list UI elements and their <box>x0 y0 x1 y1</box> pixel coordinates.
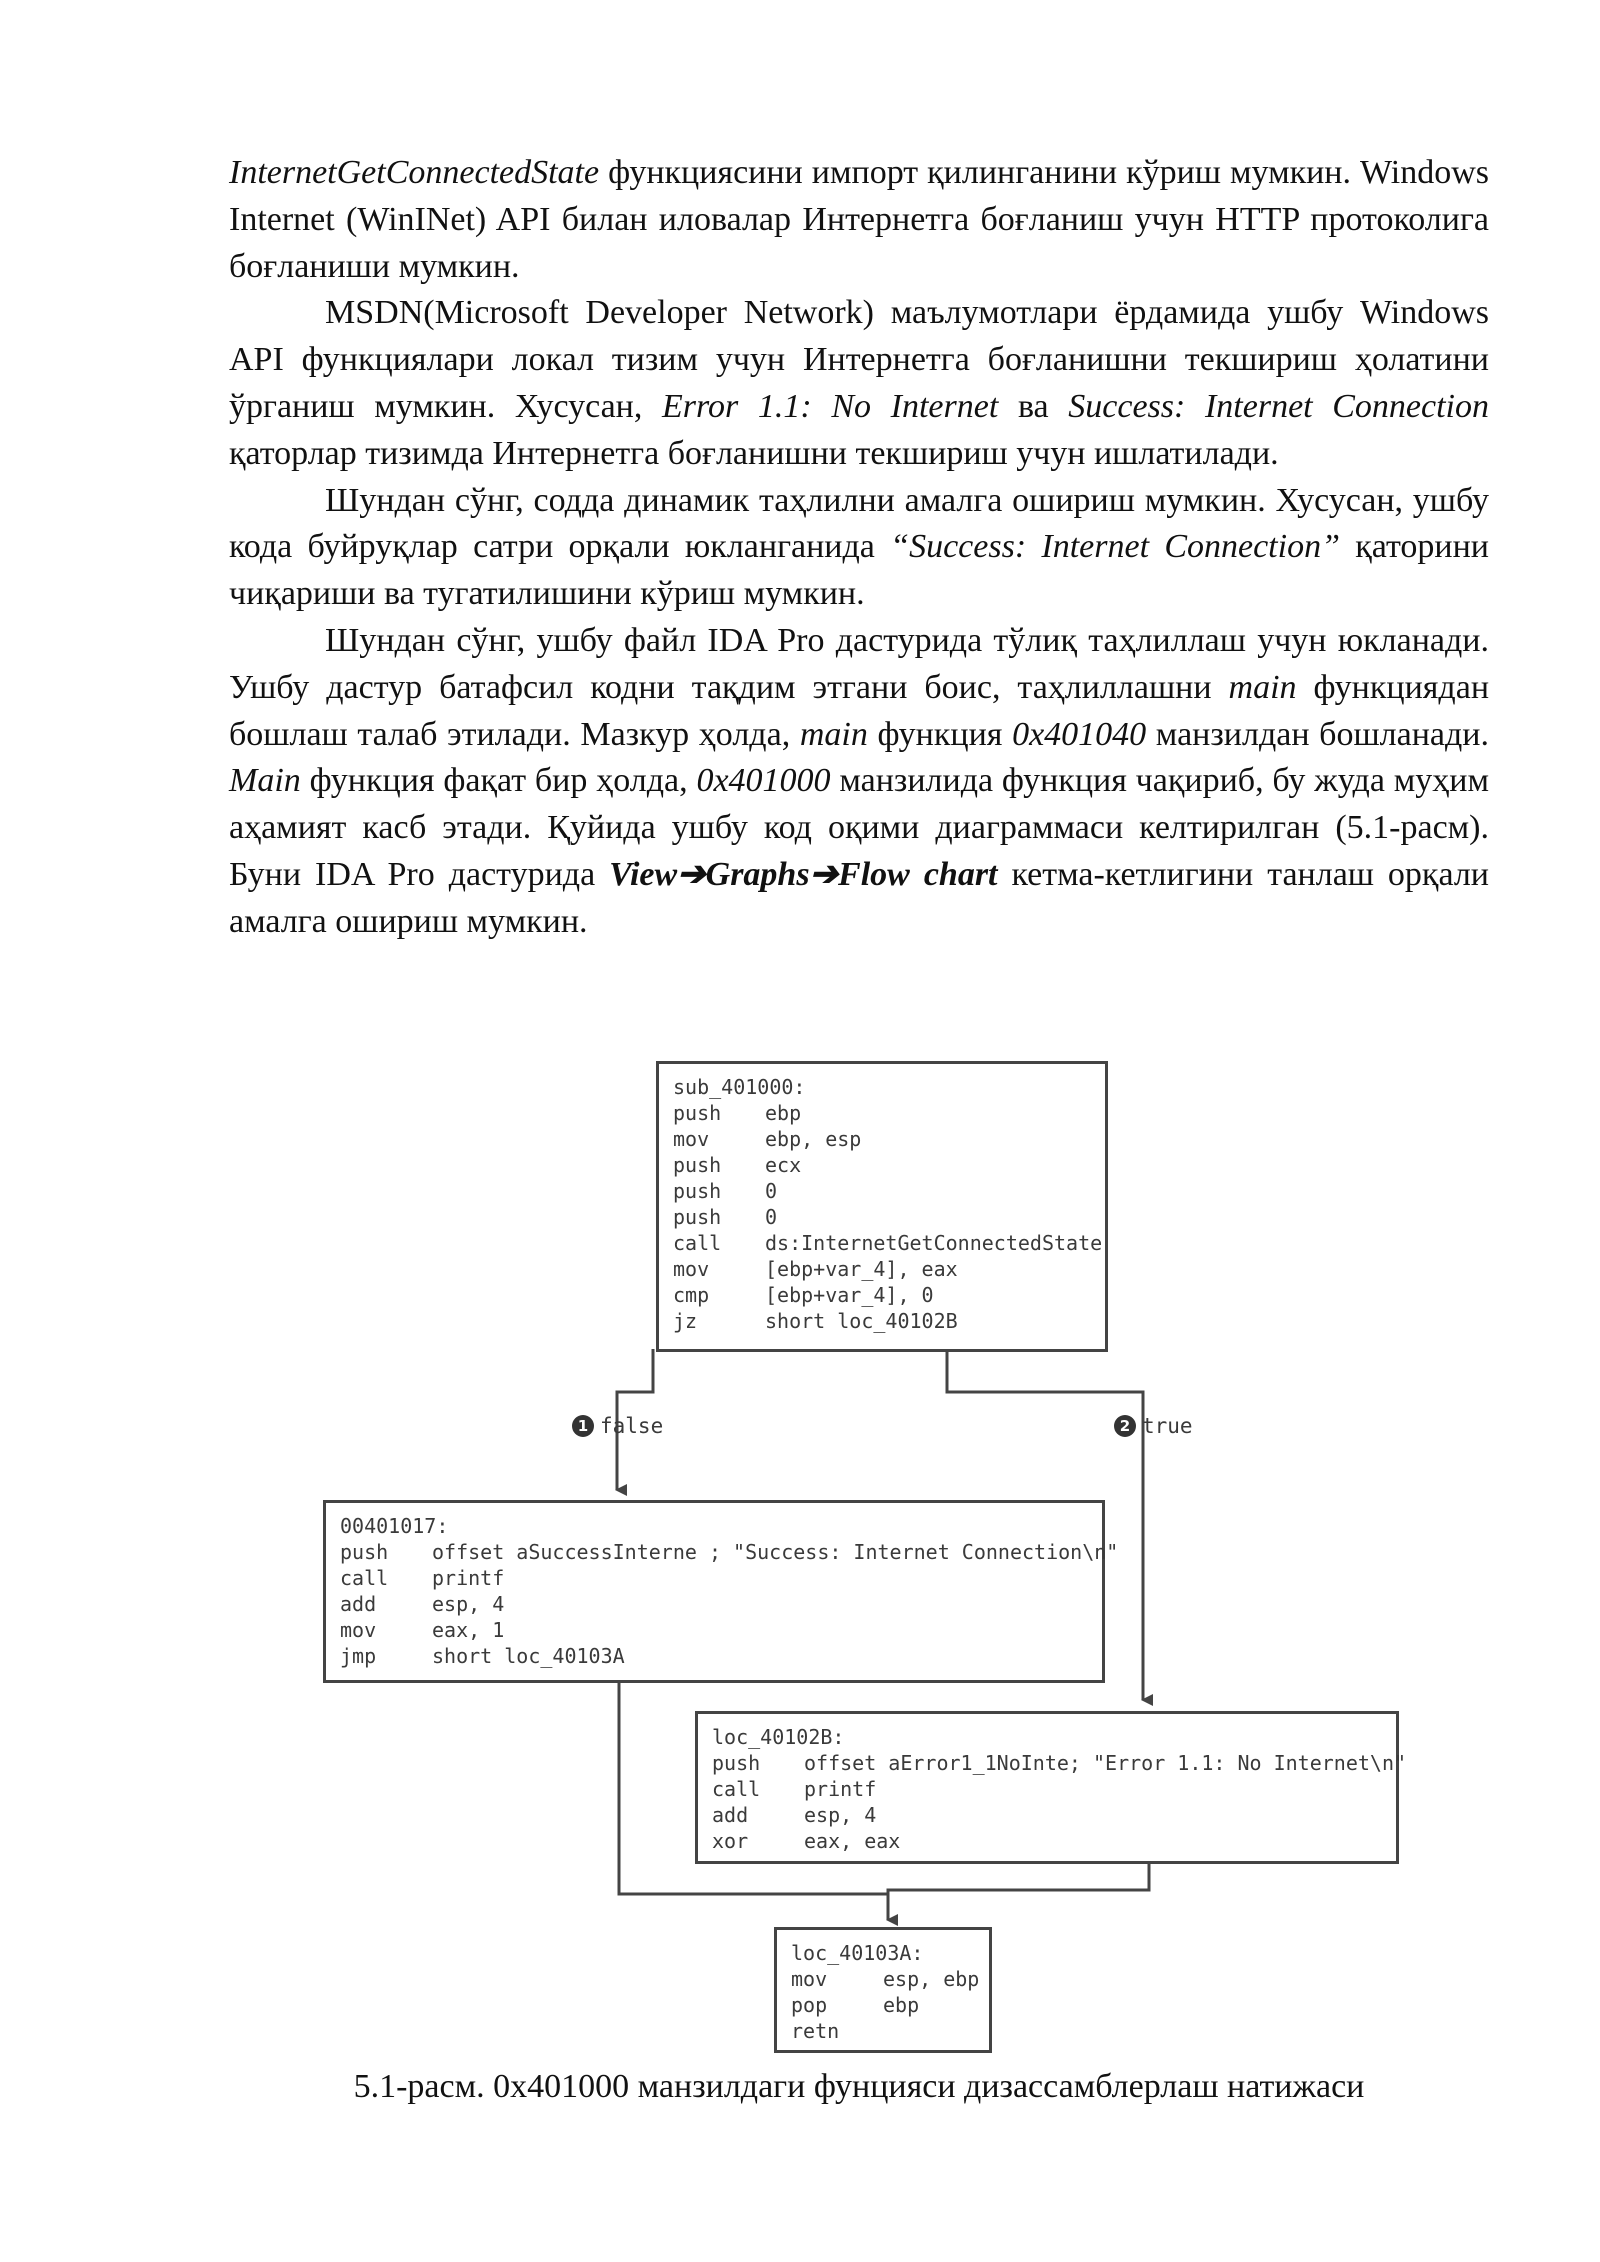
edge-label-true <box>1114 1414 1193 1438</box>
operands: [ebp+var_4], eax <box>765 1257 958 1281</box>
text-run: функция фақат бир ҳолда, <box>300 762 697 800</box>
mnemonic: cmp <box>673 1283 710 1307</box>
block-label: loc_40102B: <box>712 1725 845 1749</box>
mnemonic: push <box>673 1205 722 1229</box>
mnemonic: call <box>673 1231 722 1255</box>
instruction-line <box>673 1282 1105 1308</box>
code-block-loc-40102b <box>695 1711 1407 1864</box>
instruction-line <box>673 1204 1105 1230</box>
mnemonic: mov <box>791 1967 828 1991</box>
operands: eax, eax <box>804 1829 901 1853</box>
mnemonic: jmp <box>340 1644 377 1668</box>
instruction-line <box>673 1230 1105 1256</box>
edge-number-1-icon: 1 <box>572 1415 594 1437</box>
operands: ebp, esp <box>765 1127 862 1151</box>
edge-number-2-icon: 2 <box>1114 1415 1136 1437</box>
text-run: Шундан сўнг, ушбу файл IDA Pro дастурида тўлиқ таҳлиллаш учун юкланади. Ушбу дастур батафсил кодни тақдим этгани боис, таҳлиллашни <box>229 621 1489 706</box>
mnemonic: xor <box>712 1829 749 1853</box>
text-run: View➔Graphs➔Flow chart <box>609 855 998 893</box>
edge-label-false <box>572 1414 663 1438</box>
operands: 0 <box>765 1179 778 1203</box>
mnemonic: add <box>340 1592 377 1616</box>
text-run: функция <box>867 715 1013 753</box>
operands: eax, 1 <box>432 1618 505 1642</box>
text-run: Main <box>229 762 301 800</box>
mnemonic: retn <box>791 2019 840 2043</box>
instruction-line <box>712 1802 1396 1828</box>
operands: 0 <box>765 1205 778 1229</box>
figure-caption: 5.1-расм. 0x401000 манзилдаги фунцияси дизассамблерлаш натижаси <box>353 2068 1365 2105</box>
mnemonic: pop <box>791 1993 828 2017</box>
text-run: 0x401000 <box>696 762 831 800</box>
instruction-line <box>340 1565 1102 1591</box>
operands: ebp <box>883 1993 920 2017</box>
mnemonic: push <box>673 1101 722 1125</box>
text-run: манзилдан бошланади. <box>1146 715 1489 753</box>
instruction-line <box>340 1617 1102 1643</box>
instruction-line <box>712 1776 1396 1802</box>
text-run: қаторини чиқариши ва тугатилишини кўриш мумкин. <box>229 528 1489 613</box>
text-run: main <box>799 715 868 753</box>
operands: ecx <box>765 1153 802 1177</box>
instruction-line <box>791 1992 989 2018</box>
text-run: Шундан сўнг, содда динамик таҳлилни амалга ошириш мумкин. Хусусан, ушбу кода буйруқлар сатри орқали юкланганида <box>229 481 1489 566</box>
mnemonic: push <box>673 1179 722 1203</box>
text-run: 0x401040 <box>1012 715 1147 753</box>
code-block-sub-401000 <box>656 1061 1108 1352</box>
text-run: MSDN(Microsoft Developer Network) маълумотлари ёрдамида ушбу Windows API функциялари локал тизим учун Интернетга боғланишни текшириш ҳолатини ўрганиш мумкин. Хусусан, <box>229 294 1489 425</box>
instruction-line <box>712 1828 1396 1854</box>
instruction-line <box>791 1966 989 1992</box>
instruction-line <box>673 1256 1105 1282</box>
instruction-line <box>340 1643 1102 1669</box>
text-run: қаторлар тизимда Интернетга боғланишни текшириш учун ишлатилади. <box>229 434 1279 472</box>
text-run: манзилида функция чақириб, бу жуда муҳим аҳамият касб этади. Қуйида ушбу код оқими диаграммаси келтирилган (5.1-расм). Буни IDA Pro дастурида <box>229 762 1489 893</box>
text-run: ва <box>998 387 1069 425</box>
instruction-line <box>673 1152 1105 1178</box>
text-run: Success: Internet Connection <box>1068 387 1489 425</box>
mnemonic: add <box>712 1803 749 1827</box>
code-block-00401017 <box>323 1500 1119 1683</box>
mnemonic: mov <box>673 1127 710 1151</box>
operands: ebp <box>765 1101 802 1125</box>
block-label: sub_401000: <box>673 1075 806 1099</box>
edge-label-text: true <box>1142 1414 1193 1438</box>
text-run: функциядан бошлаш талаб этилади. Мазкур ҳолда, <box>229 668 1490 753</box>
mnemonic: call <box>712 1777 761 1801</box>
operands: esp, 4 <box>432 1592 505 1616</box>
instruction-line <box>673 1178 1105 1204</box>
text-run: Error 1.1: No Internet <box>662 387 999 425</box>
operands: offset aError1_1NoInte; "Error 1.1: No Internet\n" <box>804 1751 1407 1775</box>
mnemonic: mov <box>340 1618 377 1642</box>
text-run: main <box>1228 668 1297 706</box>
operands: [ebp+var_4], 0 <box>765 1283 934 1307</box>
mnemonic: push <box>712 1751 761 1775</box>
mnemonic: call <box>340 1566 389 1590</box>
operands: offset aSuccessInterne ; "Success: Internet Connection\n" <box>432 1540 1119 1564</box>
operands: printf <box>432 1566 505 1590</box>
edge-error-merge-line <box>888 1862 1149 1920</box>
instruction-line <box>673 1308 1105 1334</box>
operands: short loc_40102B <box>765 1309 958 1333</box>
text-run: кетма-кетлигини танлаш орқали амалга ошириш мумкин. <box>229 855 1490 940</box>
text-run: функциясини импорт қилинганини кўриш мумкин. Windows Internet (WinINet) API билан иловалар Интернетга боғланиш учун HTTP протоколига боғланиши мумкин. <box>229 154 1489 285</box>
mnemonic: jz <box>673 1309 698 1333</box>
block-label: 00401017: <box>340 1514 449 1538</box>
instruction-line <box>791 2018 989 2044</box>
edge-label-text: false <box>600 1414 664 1438</box>
operands: printf <box>804 1777 877 1801</box>
text-run: InternetGetConnectedState <box>229 154 600 191</box>
mnemonic: push <box>673 1153 722 1177</box>
code-block-loc-40103a <box>774 1927 992 2053</box>
instruction-line <box>712 1750 1407 1776</box>
block-label: loc_40103A: <box>791 1941 924 1965</box>
operands: esp, ebp <box>883 1967 980 1991</box>
mnemonic: push <box>340 1540 389 1564</box>
text-run: “Success: Internet Connection” <box>890 528 1340 566</box>
operands: esp, 4 <box>804 1803 877 1827</box>
operands: ds:InternetGetConnectedState <box>765 1231 1103 1255</box>
instruction-line <box>340 1591 1102 1617</box>
mnemonic: mov <box>673 1257 710 1281</box>
operands: short loc_40103A <box>432 1644 625 1668</box>
instruction-line <box>673 1126 1105 1152</box>
instruction-line <box>340 1539 1119 1565</box>
instruction-line <box>673 1100 1105 1126</box>
